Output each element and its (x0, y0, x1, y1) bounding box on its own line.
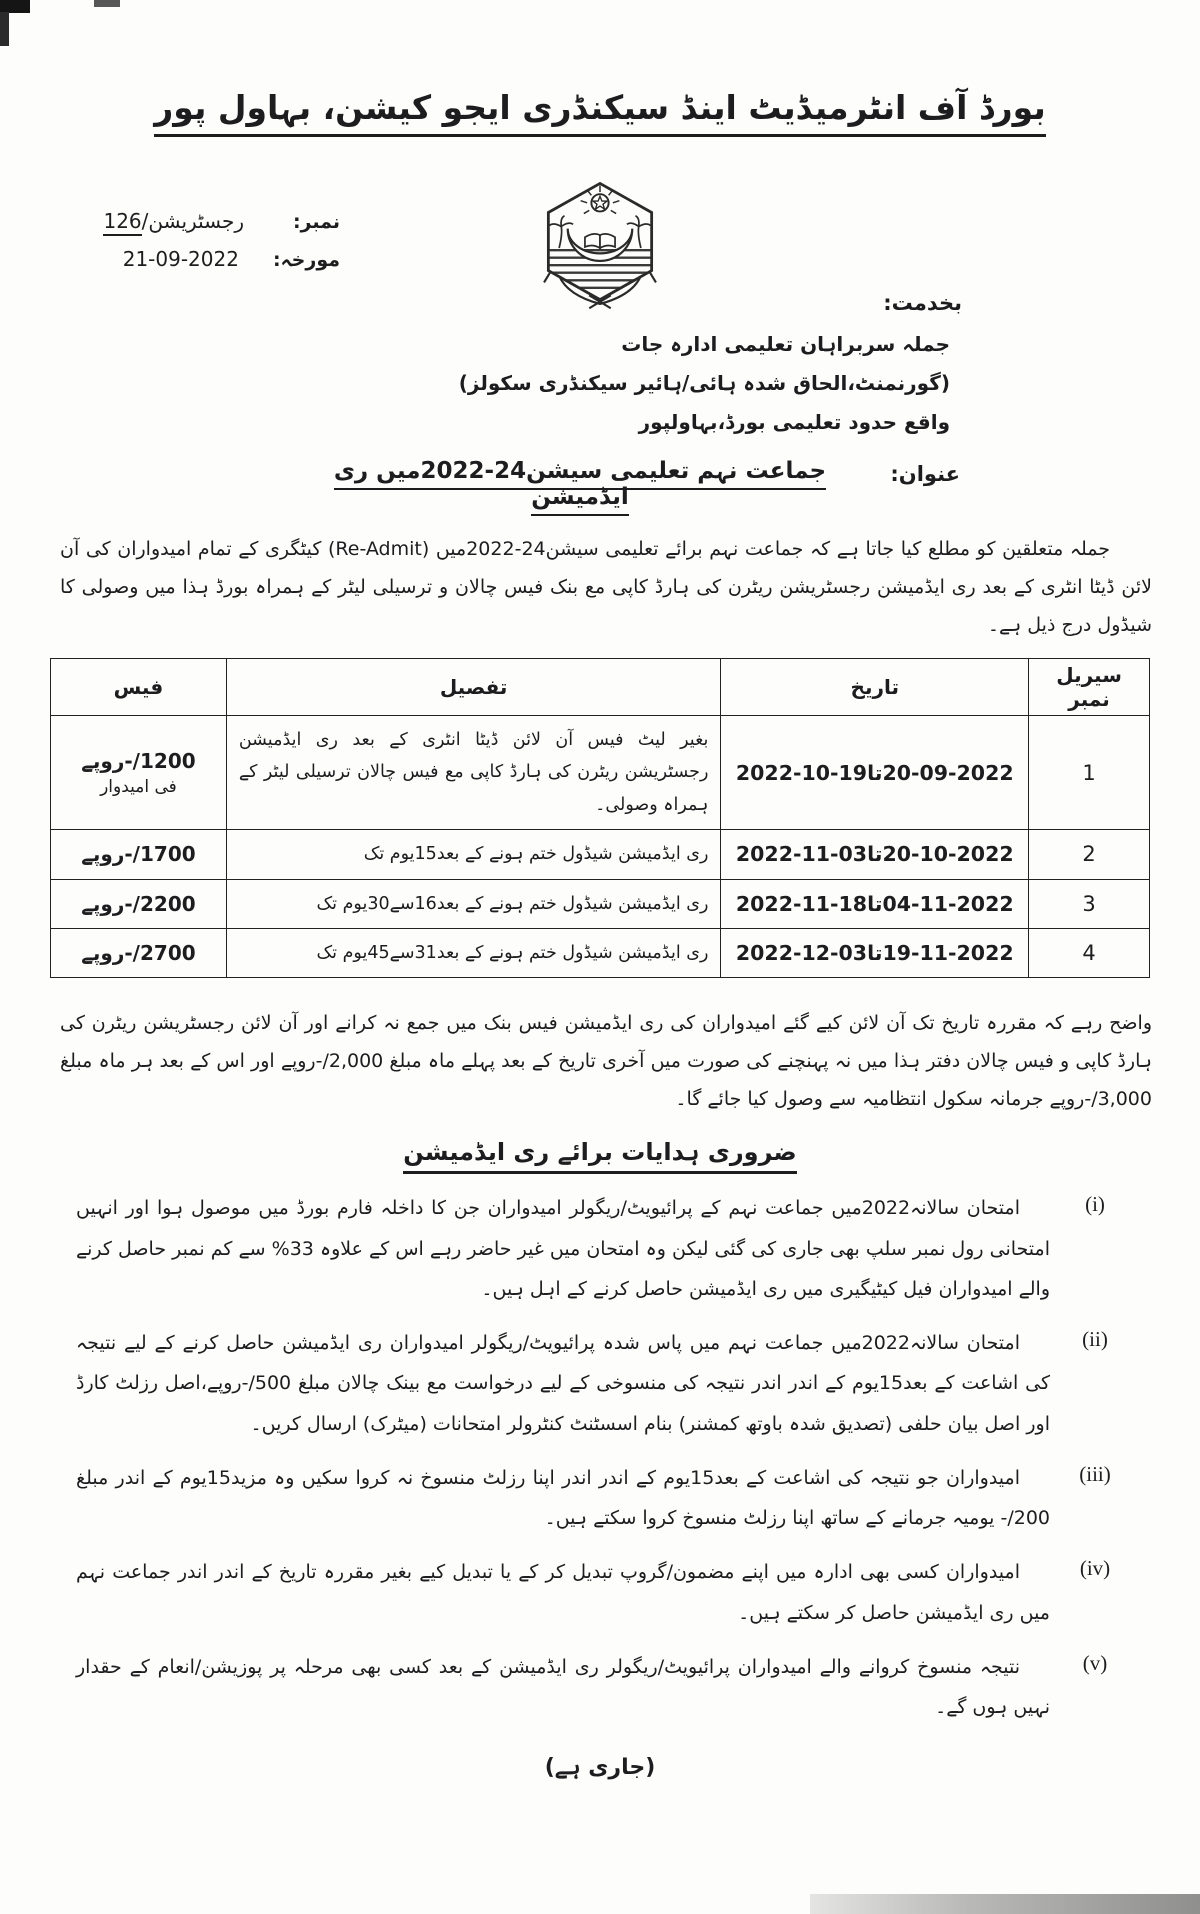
date-range-cell: 20-09-2022تا19-10-2022 (721, 716, 1029, 830)
serial-cell: 1 (1029, 716, 1150, 830)
fee-amount: 1200/-روپے (81, 748, 196, 773)
fee-cell (51, 830, 227, 879)
header-date: تاریخ (721, 659, 1029, 716)
detail-cell: ری ایڈمیشن شیڈول ختم ہونے کے بعد16سے30یوم تک (226, 879, 721, 928)
fee-amount: 2200/-روپے (81, 891, 196, 916)
serial-cell: 4 (1029, 928, 1150, 977)
instructions-heading-text: ضروری ہدایات برائے ری ایڈمیشن (403, 1138, 796, 1174)
readmission-schedule-table (50, 658, 1150, 978)
schedule-row (51, 830, 1150, 879)
schedule-table-head (51, 659, 1150, 716)
scan-artifact-top-edge (94, 0, 120, 7)
instruction-text: امیدواران کسی بھی ادارہ میں اپنے مضمون/گروپ تبدیل کر کے یا تبدیل کیے بغیر مقررہ تاریخ کے اندر اندر جماعت نہم میں ری ایڈمیشن حاصل کر سکتے ہیں۔ (76, 1561, 1050, 1624)
page-title (0, 88, 1200, 127)
detail-cell: ری ایڈمیشن شیڈول ختم ہونے کے بعد31سے45یوم تک (226, 928, 721, 977)
scan-artifact-bottom-shadow (810, 1894, 1200, 1914)
doc-date-line (90, 247, 340, 271)
schedule-row (51, 716, 1150, 830)
scan-artifact-corner-strip (0, 12, 9, 46)
instructions-heading (0, 1138, 1200, 1166)
instruction-text: امتحان سالانہ2022میں جماعت نہم کے پرائیویٹ/ریگولر امیدواران جن کا داخلہ فارم بورڈ میں موصول ہوا اور انہیں امتحانی رول نمبر سلپ بھی جاری کی گئی لیکن وہ امتحان میں غیر حاضر رہے اس کے علاوہ 33% سے کم نمبر حاصل کرنے والے امیدواران فیل کیٹیگیری میں ری ایڈمیشن حاصل کرنے کے اہل ہیں۔ (76, 1197, 1050, 1300)
doc-number-value: رجسٹریشن/126 (103, 209, 244, 233)
instruction-marker: (iii) (1079, 1461, 1111, 1486)
addressee-line: واقع حدود تعلیمی بورڈ،بہاولپور (638, 410, 950, 434)
subject-title-text: جماعت نہم تعلیمی سیشن24-2022میں ری ایڈمیشن (334, 458, 826, 516)
instruction-text: نتیجہ منسوخ کروانے والے امیدواران پرائیویٹ/ریگولر ری ایڈمیشن کے بعد کسی بھی مرحلہ پر پوزیشن/انعام کے حقدار نہیں ہوں گے۔ (76, 1655, 1050, 1719)
serial-cell: 2 (1029, 830, 1150, 879)
instruction-item (70, 1647, 1140, 1728)
doc-date-value: 21-09-2022 (122, 247, 239, 271)
date-range-cell: 19-11-2022تا03-12-2022 (721, 928, 1029, 977)
detail-cell: ری ایڈمیشن شیڈول ختم ہونے کے بعد15یوم تک (226, 830, 721, 879)
instruction-marker: (ii) (1082, 1327, 1108, 1352)
schedule-table-body (51, 716, 1150, 978)
doc-date-label: مورخہ: (272, 249, 340, 271)
page-title-text: بورڈ آف انٹرمیڈیٹ اینڈ سیکنڈری ایجو کیشن، بہاول پور (154, 88, 1045, 137)
doc-number-dept: رجسٹریشن (148, 209, 244, 233)
detail-cell: بغیر لیٹ فیس آن لائن ڈیٹا انٹری کے بعد ری ایڈمیشن رجسٹریشن ریٹرن کی ہارڈ کاپی مع فیس چالان ترسیلی لیٹر کے ہمراہ وصولی۔ (226, 716, 721, 830)
fee-cell (51, 928, 227, 977)
date-range-cell: 04-11-2022تا18-11-2022 (721, 879, 1029, 928)
schedule-row (51, 879, 1150, 928)
fee-amount: 2700/-روپے (81, 941, 196, 966)
date-range-cell: 20-10-2022تا03-11-2022 (721, 830, 1029, 879)
addressee-line: (گورنمنٹ،الحاق شدہ ہائی/ہائیر سیکنڈری سکولز) (458, 371, 950, 395)
subject-row (0, 458, 1200, 510)
board-emblem-logo (525, 177, 675, 319)
instruction-item (70, 1552, 1140, 1633)
fee-cell (51, 716, 227, 830)
instruction-item (70, 1323, 1140, 1444)
subject-title (330, 458, 830, 510)
instruction-marker: (i) (1085, 1192, 1105, 1217)
instructions-list (70, 1188, 1140, 1727)
bise-emblem-icon (525, 177, 675, 319)
doc-number-label: نمبر: (292, 211, 340, 233)
fee-cell (51, 879, 227, 928)
doc-meta-block (90, 209, 340, 285)
schedule-row (51, 928, 1150, 977)
schedule-header-row (51, 659, 1150, 716)
instruction-item (70, 1458, 1140, 1539)
subject-label: عنوان: (890, 462, 960, 486)
doc-number-digits: 126 (103, 209, 141, 236)
addressee-label: بخدمت: (883, 291, 962, 315)
instruction-text: امتحان سالانہ2022میں جماعت نہم میں پاس شدہ پرائیویٹ/ریگولر امیدواران ری ایڈمیشن حاصل کرنے کے لیے نتیجہ کی اشاعت کے بعد15یوم کے اندر اندر نتیجہ کی منسوخی کے لیے درخواست مع بینک چالان مبلغ 500/-روپے،اصل رزلٹ کارڈ اور اصل بیان حلفی (تصدیق شدہ باوتھ کمشنر) بنام اسسٹنٹ کنٹرولر امتحانات (میٹرک) ارسال کریں۔ (76, 1332, 1050, 1435)
instruction-marker: (v) (1082, 1650, 1108, 1675)
continued-note: (جاری ہے) (544, 1755, 656, 1781)
header-detail: تفصیل (226, 659, 721, 716)
instruction-item (70, 1188, 1140, 1309)
fee-note: فی امیدوار (100, 776, 177, 797)
addressee-lines (0, 325, 950, 442)
fee-amount: 1700/-روپے (81, 842, 196, 867)
instruction-text: امیدواران جو نتیجہ کی اشاعت کے بعد15یوم کے اندر اندر اپنا رزلٹ منسوخ نہ کروا سکیں وہ مزید15یوم کے اندر مبلغ 200/- یومیہ جرمانے کے ساتھ اپنا رزلٹ منسوخ کروا سکتے ہیں۔ (76, 1466, 1050, 1530)
header-fee: فیس (51, 659, 227, 716)
penalty-note-paragraph: واضح رہے کہ مقررہ تاریخ تک آن لائن کیے گئے امیدواران کی ری ایڈمیشن فیس بنک میں جمع نہ کرانے اور آن لائن رجسٹریشن ریٹرن کی ہارڈ کاپی و فیس چالان دفتر ہذا میں نہ پہنچنے کی صورت میں آخری تاریخ کے بعد پہلے ماہ مبلغ 2,000/-روپے اور اس کے بعد ہر ماہ مبلغ 3,000/-روپے جرمانہ سکول انتظامیہ سے وصول کیا جائے گا۔ (60, 1012, 1152, 1111)
header-serial: سیریل نمبر (1029, 659, 1150, 716)
serial-cell: 3 (1029, 879, 1150, 928)
addressee-line: جملہ سربراہان تعلیمی ادارہ جات (621, 332, 950, 356)
doc-number-line (90, 209, 340, 233)
meta-row (0, 147, 1200, 319)
intro-paragraph: جملہ متعلقین کو مطلع کیا جاتا ہے کہ جماعت نہم برائے تعلیمی سیشن24-2022میں (Re-Admit) کیٹگری کے تمام امیدواران کی آن لائن ڈیٹا انٹری کے بعد ری ایڈمیشن رجسٹریشن ریٹرن کی ہارڈ کاپی مع بنک فیس چالان و ترسیلی لیٹر کے ہمراہ بورڈ ہذا میں وصولی کا شیڈول درج ذیل ہے۔ (60, 538, 1152, 636)
instruction-marker: (iv) (1079, 1556, 1111, 1581)
